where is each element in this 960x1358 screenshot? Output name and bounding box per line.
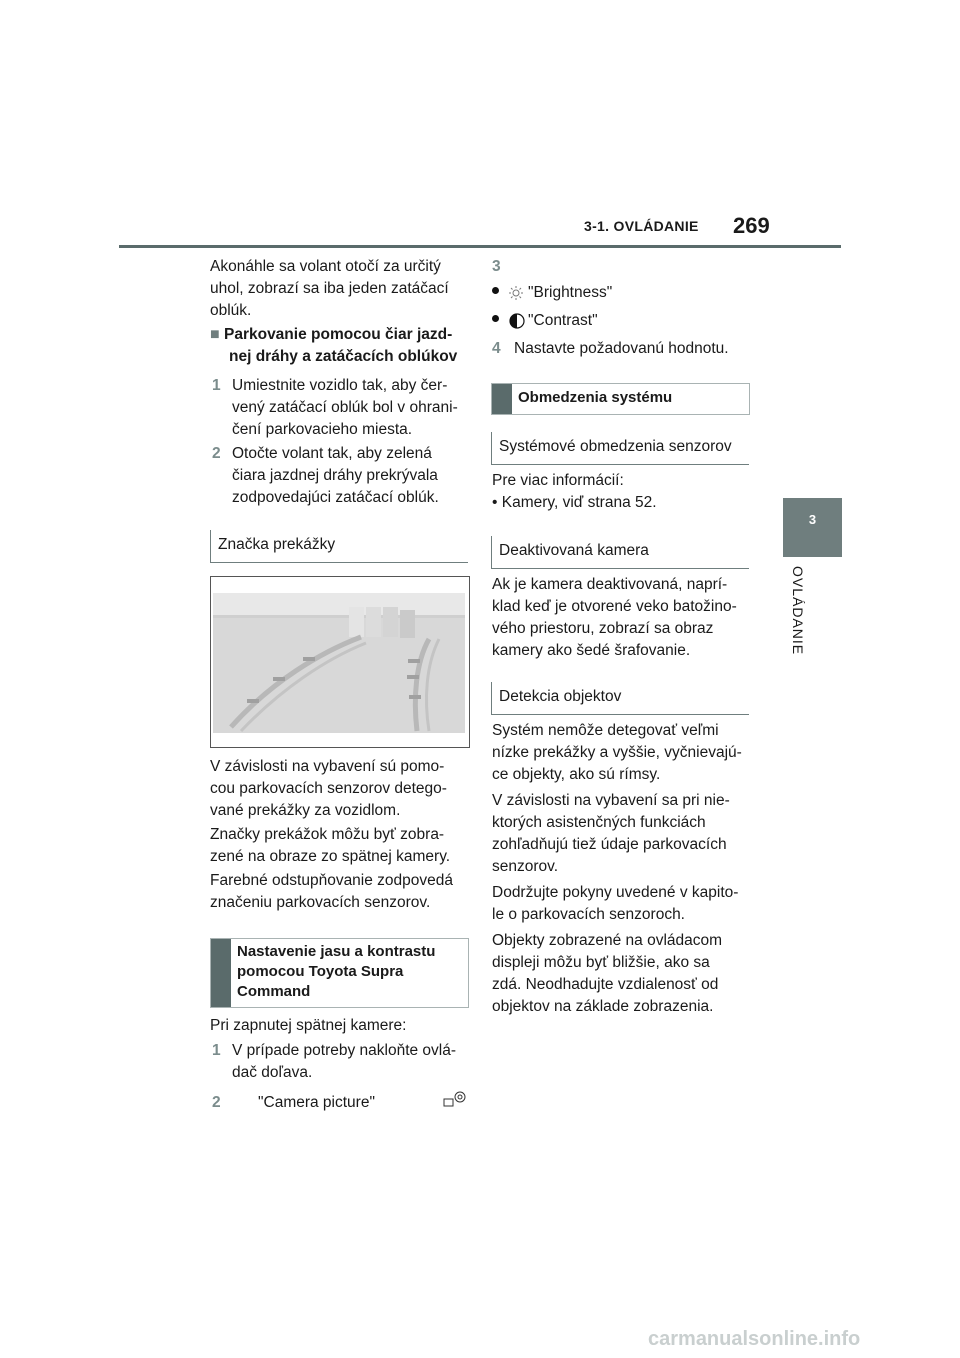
text-line: Objekty zobrazené na ovládacom: [492, 932, 723, 949]
text-line: V závislosti na vybavení sú pomo-: [210, 758, 445, 775]
paragraph: [492, 790, 754, 878]
paragraph: [492, 720, 754, 786]
chapter-tab: [783, 498, 842, 557]
text-line: Nastavenie jasu a kontrastu: [237, 943, 436, 960]
text-line: Nastavte požadovanú hodnotu.: [514, 340, 729, 357]
paragraph: Pre viac informácií:: [492, 472, 624, 489]
text-line: Systém nemôže detegovať veľmi: [492, 722, 719, 739]
step-1b: [210, 1040, 472, 1084]
divider: [491, 714, 749, 715]
step-number: 2: [212, 445, 221, 462]
step-number: 1: [212, 377, 221, 394]
text-line: kamery ako šedé šrafovanie.: [492, 642, 691, 659]
divider: [491, 464, 749, 465]
topic-sidebox: [210, 938, 469, 1008]
sidebox-bar: [492, 384, 512, 414]
section-title: 3-1. OVLÁDANIE: [584, 218, 699, 234]
paragraph: [492, 574, 754, 662]
subsection-title: Deaktivovaná kamera: [499, 542, 649, 559]
paragraph: [492, 930, 754, 1018]
intro-paragraph: [210, 256, 470, 322]
subsection-title: Detekcia objektov: [499, 688, 622, 705]
text-line: vého priestoru, zobrazí sa obraz: [492, 620, 714, 637]
subsection-title: Značka prekážky: [218, 536, 336, 553]
text-line: klad keď je otvorené veko batožino-: [492, 598, 737, 615]
text-line: "Camera picture": [258, 1094, 375, 1111]
text-line: ce objekty, ako sú rímsy.: [492, 766, 661, 783]
step-number: 4: [492, 340, 501, 357]
text-line: Ak je kamera deaktivovaná, naprí-: [492, 576, 728, 593]
sidebox-title: Obmedzenia systému: [518, 389, 673, 406]
text-line: zodpovedajúci zatáčací oblúk.: [232, 489, 439, 506]
sidebox-bar: [211, 939, 231, 1007]
text-line: Umiestnite vozidlo tak, aby čer-: [232, 377, 448, 394]
subsection-title-box: [210, 530, 469, 562]
text-line: zohľadňujú tiež údaje parkovacích: [492, 836, 727, 853]
text-line: čiara jazdnej dráhy prekrývala: [232, 467, 438, 484]
contrast-icon: [509, 313, 525, 329]
divider: [210, 562, 468, 563]
text-line: oblúk.: [210, 302, 252, 319]
text-line: objektov na základe zobrazenia.: [492, 998, 714, 1015]
divider: [491, 568, 749, 569]
text-line: Farebné odstupňovanie zodpovedá: [210, 872, 454, 889]
text-line: V prípade potreby nakloňte ovlá-: [232, 1042, 457, 1059]
text-line: značeniu parkovacích senzorov.: [210, 894, 431, 911]
text-line: senzorov.: [492, 858, 559, 875]
subsection-title: Systémové obmedzenia senzorov: [499, 438, 732, 455]
text-line: Dodržujte pokyny uvedené v kapito-: [492, 884, 739, 901]
camera-illustration: [210, 576, 470, 748]
subsection-title-box: [491, 536, 750, 568]
paragraph: [210, 870, 472, 914]
heading-square-icon: ■: [210, 326, 220, 343]
brightness-icon: [509, 286, 523, 300]
watermark: carmanualsonline.info: [648, 1328, 861, 1350]
bullet-icon: [492, 287, 499, 294]
text-line: Command: [237, 983, 311, 1000]
text-line: zené na obraze zo spätnej kamery.: [210, 848, 451, 865]
text-line: Parkovanie pomocou čiar jazd-: [223, 326, 453, 343]
list-item: • Kamery, viď strana 52.: [492, 494, 657, 511]
bullet-icon: [492, 315, 499, 322]
subsection-title-box: [491, 432, 750, 464]
bullet-brightness: [492, 282, 752, 300]
text-line: dač doľava.: [232, 1064, 313, 1081]
step-4: [492, 338, 754, 360]
header-divider: [119, 245, 841, 248]
camera-icon: [443, 1090, 467, 1110]
paragraph: Pri zapnutej spätnej kamere:: [210, 1017, 407, 1034]
text-line: "Contrast": [528, 312, 598, 329]
text-line: Otočte volant tak, aby zelená: [232, 445, 432, 462]
text-line: cou parkovacích senzorov detego-: [210, 780, 447, 797]
text-line: "Brightness": [528, 284, 613, 301]
text-line: nej dráhy a zatáčacích oblúkov: [229, 348, 458, 365]
paragraph: [492, 882, 754, 926]
step-2: [210, 443, 472, 509]
text-line: zdá. Neodhadujte vzdialenosť od: [492, 976, 719, 993]
text-line: nízke prekážky a vyššie, vyčnievajú-: [492, 744, 742, 761]
text-line: pomocou Toyota Supra: [237, 963, 404, 980]
text-line: vané prekážky za vozidlom.: [210, 802, 401, 819]
text-line: V závislosti na vybavení sa pri nie-: [492, 792, 730, 809]
text-line: Značky prekážok môžu byť zobra-: [210, 826, 445, 843]
bullet-contrast: [492, 310, 752, 328]
paragraph: [210, 824, 472, 868]
step-number: 3: [492, 258, 501, 275]
step-number: 1: [212, 1042, 221, 1059]
text-line: le o parkovacích senzoroch.: [492, 906, 685, 923]
rear-camera-view-image: [211, 577, 467, 745]
text-line: ktorých asistenčných funkciách: [492, 814, 706, 831]
page-number: 269: [733, 213, 770, 238]
text-line: Akonáhle sa volant otočí za určitý: [210, 258, 441, 275]
paragraph: [210, 756, 472, 822]
subsection-title-box: [491, 682, 750, 714]
chapter-number: 3: [808, 512, 817, 527]
topic-sidebox: [491, 383, 750, 415]
section-heading: [210, 324, 472, 368]
step-number: 2: [212, 1094, 221, 1111]
text-line: uhol, zobrazí sa iba jeden zatáčací: [210, 280, 449, 297]
step-1: [210, 375, 472, 441]
chapter-label: OVLÁDANIE: [790, 566, 806, 656]
text-line: čení parkovacieho miesta.: [232, 421, 413, 438]
text-line: displeji môžu byť bližšie, ako sa: [492, 954, 710, 971]
text-line: vený zatáčací oblúk bol v ohrani-: [232, 399, 458, 416]
